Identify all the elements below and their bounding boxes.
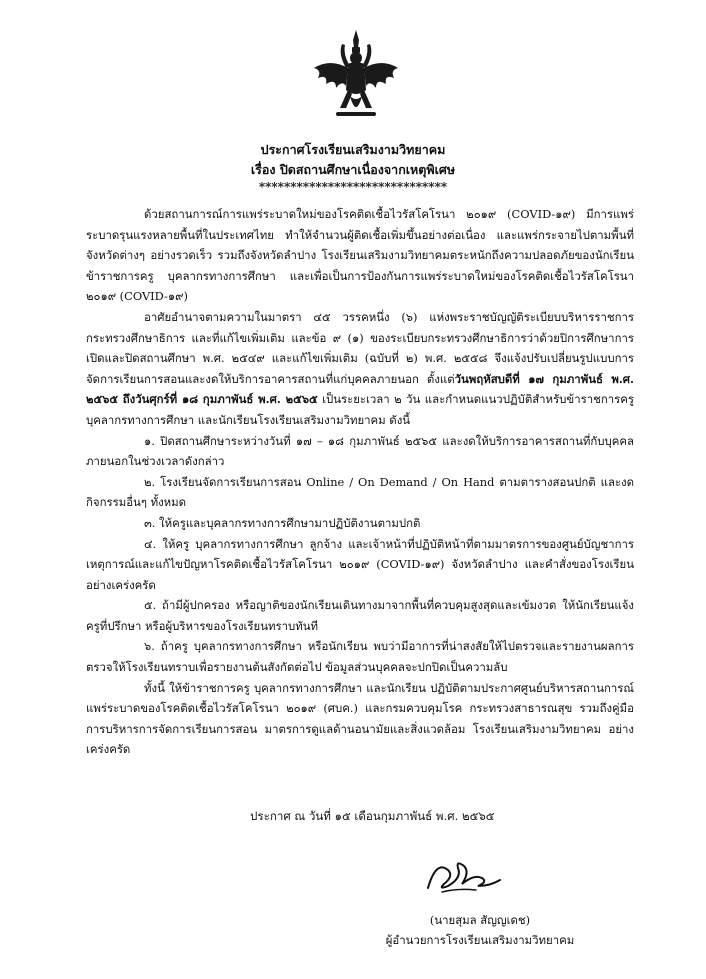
list-item: ๑. ปิดสถานศึกษาระหว่างวันที่ ๑๗ – ๑๘ กุมภาพันธ์ ๒๕๖๕ และงดให้บริการอาคารสถานที่กับบุคคลภายนอกในช่วงเวลาดังกล่าว xyxy=(86,433,634,469)
closure-dates: วันพฤหัสบดีที่ ๑๗ กุมภาพันธ์ พ.ศ. ๒๕๖๕ ถึงวันศุกร์ที่ ๑๘ กุมภาพันธ์ พ.ศ. ๒๕๖๕ xyxy=(86,371,634,407)
paragraph-intro: ด้วยสถานการณ์การแพร่ระบาดใหม่ของโรคติดเชื้อไวรัสโคโรนา ๒๐๑๙ (COVID-๑๙) มีการแพร่ระบาดรุนแรงหลายพื้นที่ในประเทศไทย ทำให้จำนวนผู้ติดเชื้อเพิ่มขึ้นอย่างต่อเนื่อง และแพร่กระจายไปตามพื้นที่จังหวัดต่างๆ อย่างรวดเร็ว รวมถึงจังหวัดลำปาง โรงเรียนเสริมงามวิทยาคมตระหนักถึงความปลอดภัยของนักเรียน ข้าราชการครู บุคลากรทางการศึกษา และเพื่อเป็นการป้องกันการแพร่ระบาดใหม่ของโรคติดเชื้อไวรัสโคโรนา ๒๐๑๙ (COVID-๑๙) xyxy=(86,207,634,304)
announcement-title: ประกาศโรงเรียนเสริมงามวิทยาคม xyxy=(260,142,446,157)
list-item: ๕. ถ้ามีผู้ปกครอง หรือญาติของนักเรียนเดินทางมาจากพื้นที่ควบคุมสูงสุดและเข้มงวด ให้นักเรียนแจ้งครูที่ปรึกษา หรือผู้บริหารของโรงเรียนทราบทันที xyxy=(86,598,634,633)
signer-name: (นายสุมล สัญญเดช) xyxy=(429,913,531,927)
list-item: ๓. ให้ครูและบุคลากรทางการศึกษามาปฏิบัติงานตามปกติ xyxy=(144,515,421,530)
authority-text: อาศัยอำนาจตามความในมาตรา ๔๕ วรรคหนึ่ง (๖) แห่งพระราชบัญญัติระเบียบบริหารราชการกระทรวงศึกษาธิการ และที่แก้ไขเพิ่มเติม และข้อ ๙ (๑) ของระเบียบกระทรวงศึกษาธิการว่าด้วยปิการศึกษาการเปิดและปิดสถานศึกษา พ.ศ. ๒๕๔๙ และแก้ไขเพิ่มเติม (ฉบับที่ ๒) พ.ศ. ๒๕๕๘ จึงแจ้งปรับเปลี่ยนรูปแบบการจัดการเรียนการสอนและงดให้บริการอาคารสถานที่แก่บุคคลภายนอก ตั้งแต่ xyxy=(86,309,634,386)
list-item: ๔. ให้ครู บุคลากรทางการศึกษา ลูกจ้าง และเจ้าหน้าที่ปฏิบัติหน้าที่ตามมาตรการของศูนย์บัญชาการเหตุการณ์และแก้ไขปัญหาโรคติดเชื้อไวรัสโคโรนา ๒๐๑๙ (COVID-๑๙) จังหวัดลำปาง และคำสั่งของโรงเรียนอย่างเคร่งครัด xyxy=(86,536,634,592)
signer-position: ผู้อำนวยการโรงเรียนเสริมงามวิทยาคม xyxy=(385,933,575,947)
signer-block xyxy=(360,910,600,950)
paragraph-authority xyxy=(86,307,634,431)
authority-text-end: เป็นระยะเวลา ๒ วัน และกำหนดแนวปฏิบัติสำหรับข้าราชการครู บุคลากรทางการศึกษา และนักเรียนโรงเรียนเสริมงามวิทยาคม ดังนี้ xyxy=(86,392,634,427)
list-item: ๒. โรงเรียนจัดการเรียนการสอน Online / On Demand / On Hand ตามตารางสอนปกติ และงดกิจกรรมอื่นๆ ทั้งหมด xyxy=(86,474,634,510)
paragraph-closing: ทั้งนี้ ให้ข้าราชการครู บุคลากรทางการศึกษา และนักเรียน ปฏิบัติตามประกาศศูนย์บริหารสถานการณ์แพร่ระบาดของโรคติดเชื้อไวรัสโคโรนา ๒๐๑๙ (ศบค.) และกรมควบคุมโรค กระทรวงสาธารณสุข รวมถึงคู่มือการบริหารการจัดการเรียนการสอน มาตรการดูแลด้านอนามัยและสิ่งแวดล้อม โรงเรียนเสริมงามวิทยาคม อย่างเคร่งครัด xyxy=(86,680,634,757)
announcement-body xyxy=(86,204,634,760)
garuda-emblem-icon xyxy=(308,28,404,128)
list-item: ๖. ถ้าครู บุคลากรทางการศึกษา หรือนักเรียน พบว่ามีอาการที่น่าสงสัยให้ไปตรวจและรายงานผลการตรวจให้โรงเรียนทราบเพื่อรายงานต้นสังกัดต่อไป ข้อมูลส่วนบุคคลจะปกปิดเป็นความลับ xyxy=(86,639,634,675)
signature-icon xyxy=(418,850,508,900)
announcement-date: ประกาศ ณ วันที่ ๑๕ เดือนกุมภาพันธ์ พ.ศ. ๒๕๖๕ xyxy=(250,809,495,823)
separator-line: ****************************** xyxy=(258,180,448,194)
announcement-subject: เรื่อง ปิดสถานศึกษาเนื่องจากเหตุพิเศษ xyxy=(250,162,456,177)
